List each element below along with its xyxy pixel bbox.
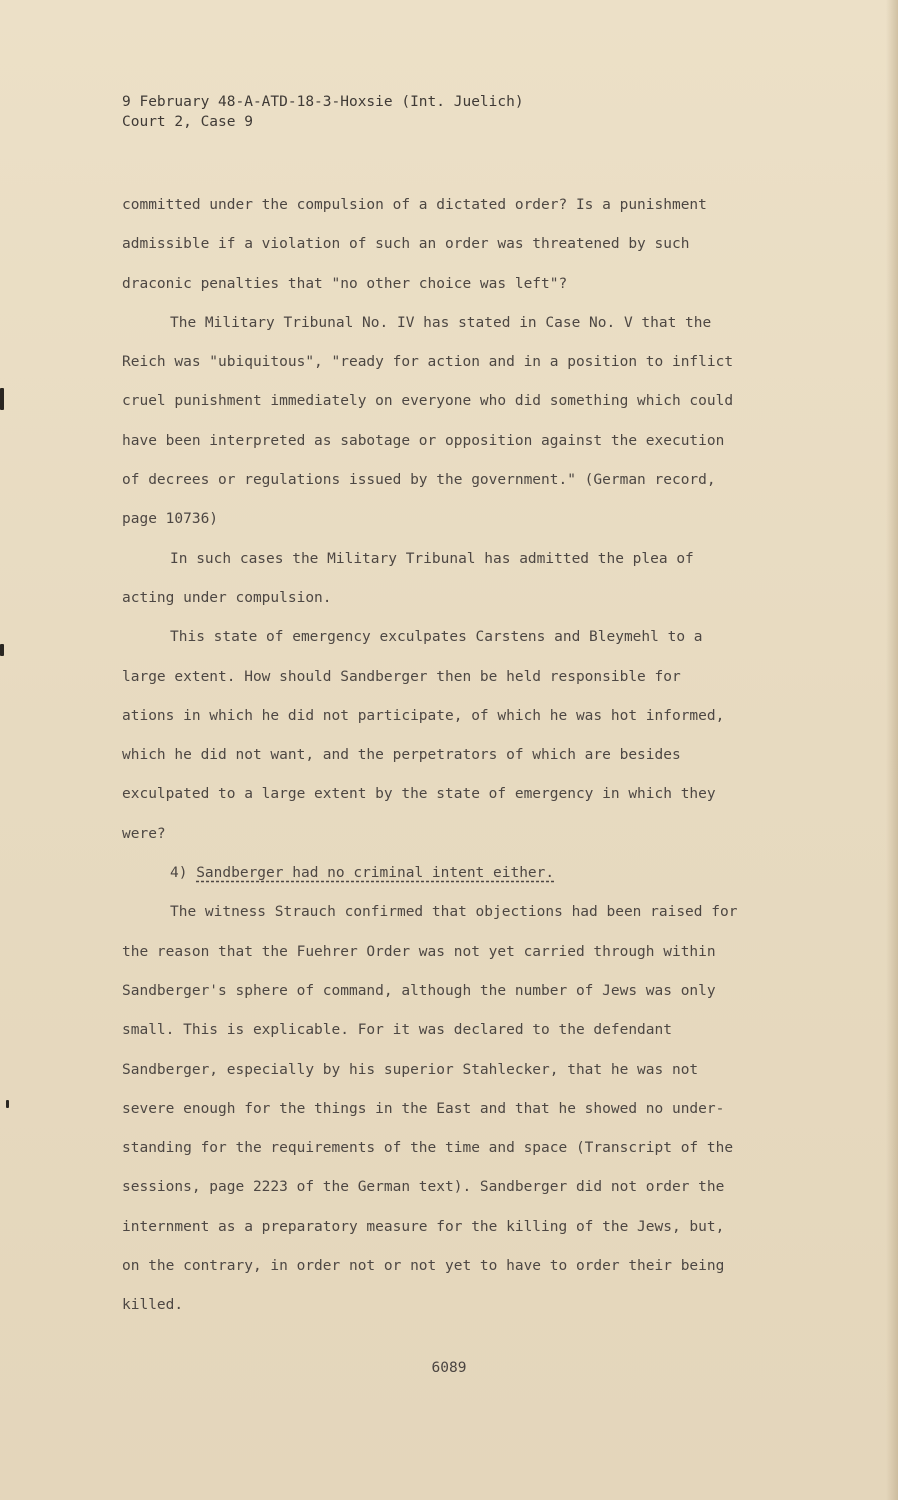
text-line: The witness Strauch confirmed that objections had been raised for xyxy=(170,904,738,921)
text-line: The Military Tribunal No. IV has stated in Case No. V that the xyxy=(170,314,712,331)
header-reference-line: 9 February 48-A-ATD-18-3-Hoxsie (Int. Juelich) xyxy=(122,94,524,110)
section-number: 4) xyxy=(170,865,197,882)
text-line: exculpated to a large extent by the state of emergency in which they xyxy=(122,786,716,803)
text-line: large extent. How should Sandberger then be held responsible for xyxy=(122,668,681,685)
text-line: page 10736) xyxy=(122,511,219,528)
text-line: severe enough for the things in the East and that he showed no under- xyxy=(122,1100,725,1117)
text-line: Sandberger's sphere of command, although the number of Jews was only xyxy=(122,982,716,999)
margin-mark xyxy=(6,1100,9,1108)
text-line: draconic penalties that "no other choice was left"? xyxy=(122,275,568,292)
margin-mark xyxy=(0,644,4,656)
text-line: small. This is explicable. For it was declared to the defendant xyxy=(122,1022,672,1039)
text-line: of decrees or regulations issued by the government." (German record, xyxy=(122,472,716,489)
text-line: Sandberger, especially by his superior Stahlecker, that he was not xyxy=(122,1061,699,1078)
text-line: acting under compulsion. xyxy=(122,589,332,606)
page-number: 6089 xyxy=(431,1360,467,1376)
text-line: cruel punishment immediately on everyone who did something which could xyxy=(122,393,734,410)
text-line: have been interpreted as sabotage or opposition against the execution xyxy=(122,432,725,449)
margin-mark xyxy=(0,388,4,410)
section-heading xyxy=(122,854,812,893)
text-line: on the contrary, in order not or not yet to have to order their being xyxy=(122,1258,725,1275)
text-line: internment as a preparatory measure for the killing of the Jews, but, xyxy=(122,1218,725,1235)
text-line: the reason that the Fuehrer Order was not yet carried through within xyxy=(122,943,716,960)
text-line: committed under the compulsion of a dictated order? Is a punishment xyxy=(122,197,707,213)
text-line: This state of emergency exculpates Carstens and Bleymehl to a xyxy=(170,629,703,646)
section-title: Sandberger had no criminal intent either. xyxy=(196,865,555,882)
text-line: sessions, page 2223 of the German text). Sandberger did not order the xyxy=(122,1179,725,1196)
page-edge-shadow xyxy=(886,0,898,1500)
text-line: were? xyxy=(122,825,166,842)
text-line: In such cases the Military Tribunal has admitted the plea of xyxy=(170,550,694,567)
document-body xyxy=(122,186,812,1326)
text-line: killed. xyxy=(122,1297,184,1314)
document-header xyxy=(122,92,524,132)
text-line: admissible if a violation of such an order was threatened by such xyxy=(122,236,690,253)
text-line: ations in which he did not participate, of which he was hot informed, xyxy=(122,707,725,724)
text-line: standing for the requirements of the time and space (Transcript of the xyxy=(122,1140,734,1157)
text-line: which he did not want, and the perpetrators of which are besides xyxy=(122,747,681,764)
text-line: Reich was "ubiquitous", "ready for action and in a position to inflict xyxy=(122,354,734,371)
header-court-line: Court 2, Case 9 xyxy=(122,114,253,130)
